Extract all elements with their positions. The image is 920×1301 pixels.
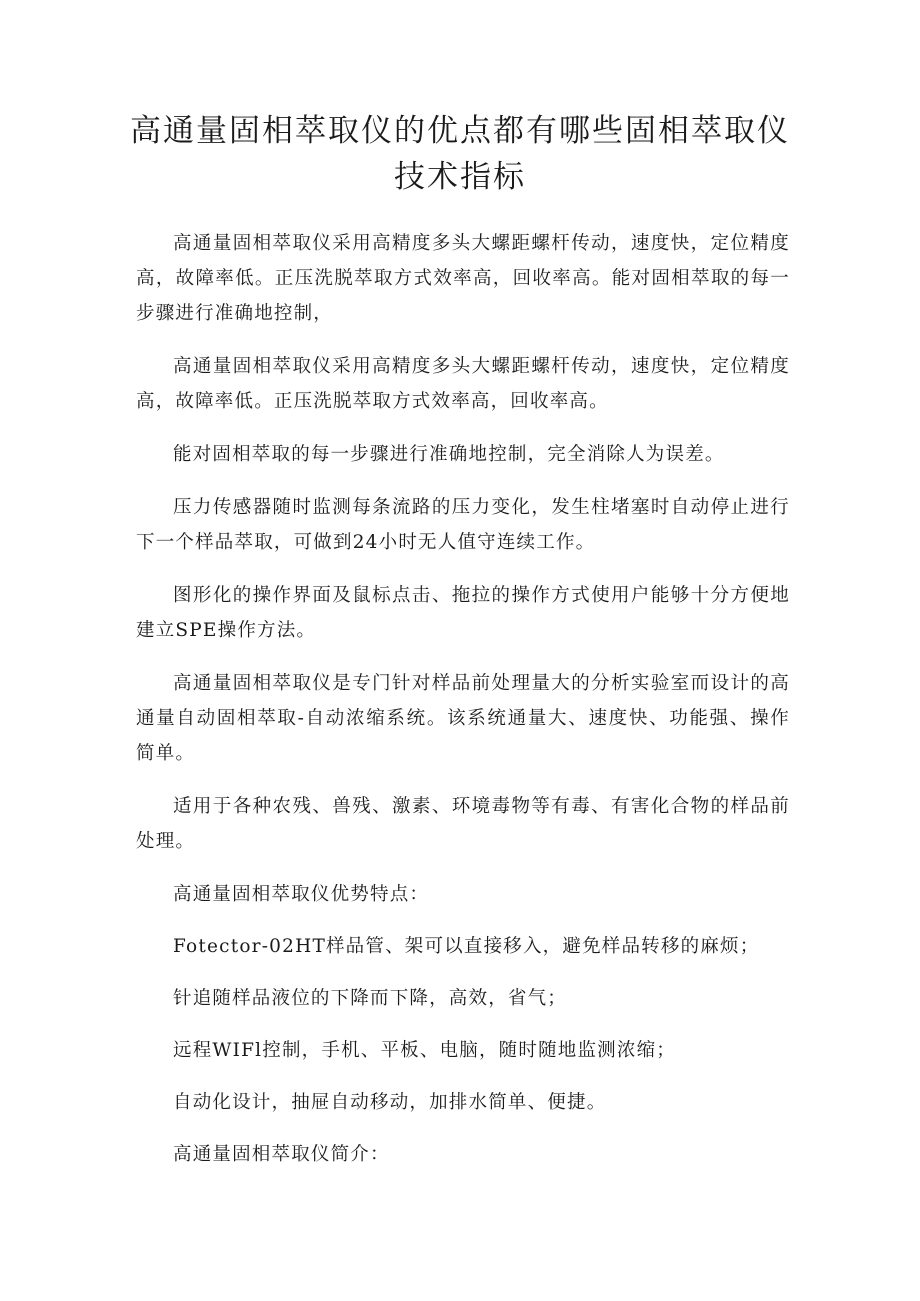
paragraph-6: 高通量固相萃取仪是专门针对样品前处理量大的分析实验室而设计的高通量自动固相萃取-自动浓缩系统。该系统通量大、速度快、功能强、操作简单。: [136, 673, 790, 764]
document-body: [136, 226, 790, 1189]
paragraph-1: 高通量固相萃取仪采用高精度多头大螺距螺杆传动，速度快，定位精度高，故障率低。正压洗脱萃取方式效率高，回收率高。能对固相萃取的每一步骤进行准确地控制，: [136, 233, 790, 324]
paragraph-9: Fotector-02HT样品管、架可以直接移入，避免样品转移的麻烦；: [173, 936, 760, 957]
paragraph-3: 能对固相萃取的每一步骤进行准确地控制，完全消除人为误差。: [173, 444, 725, 465]
paragraph-13: 高通量固相萃取仪简介：: [173, 1144, 390, 1165]
paragraph-11: 远程WIFl控制，手机、平板、电脑，随时随地监测浓缩；: [173, 1040, 676, 1061]
document-title: 高通量固相萃取仪的优点都有哪些固相萃取仪技术指标: [130, 113, 790, 195]
paragraph-5: 图形化的操作界面及鼠标点击、拖拉的操作方式使用户能够十分方便地建立SPE操作方法。: [136, 585, 790, 641]
paragraph-2: 高通量固相萃取仪采用高精度多头大螺距螺杆传动，速度快，定位精度高，故障率低。正压洗脱萃取方式效率高，回收率高。: [136, 356, 790, 412]
paragraph-12: 自动化设计，抽屉自动移动，加排水简单、便捷。: [173, 1092, 607, 1113]
paragraph-7: 适用于各种农残、兽残、激素、环境毒物等有毒、有害化合物的样品前处理。: [136, 796, 790, 852]
paragraph-10: 针追随样品液位的下降而下降，高效，省气；: [173, 988, 568, 1009]
paragraph-4: 压力传感器随时监测每条流路的压力变化，发生柱堵塞时自动停止进行下一个样品萃取，可做到24小时无人值守连续工作。: [136, 497, 790, 553]
paragraph-8: 高通量固相萃取仪优势特点：: [173, 884, 430, 905]
